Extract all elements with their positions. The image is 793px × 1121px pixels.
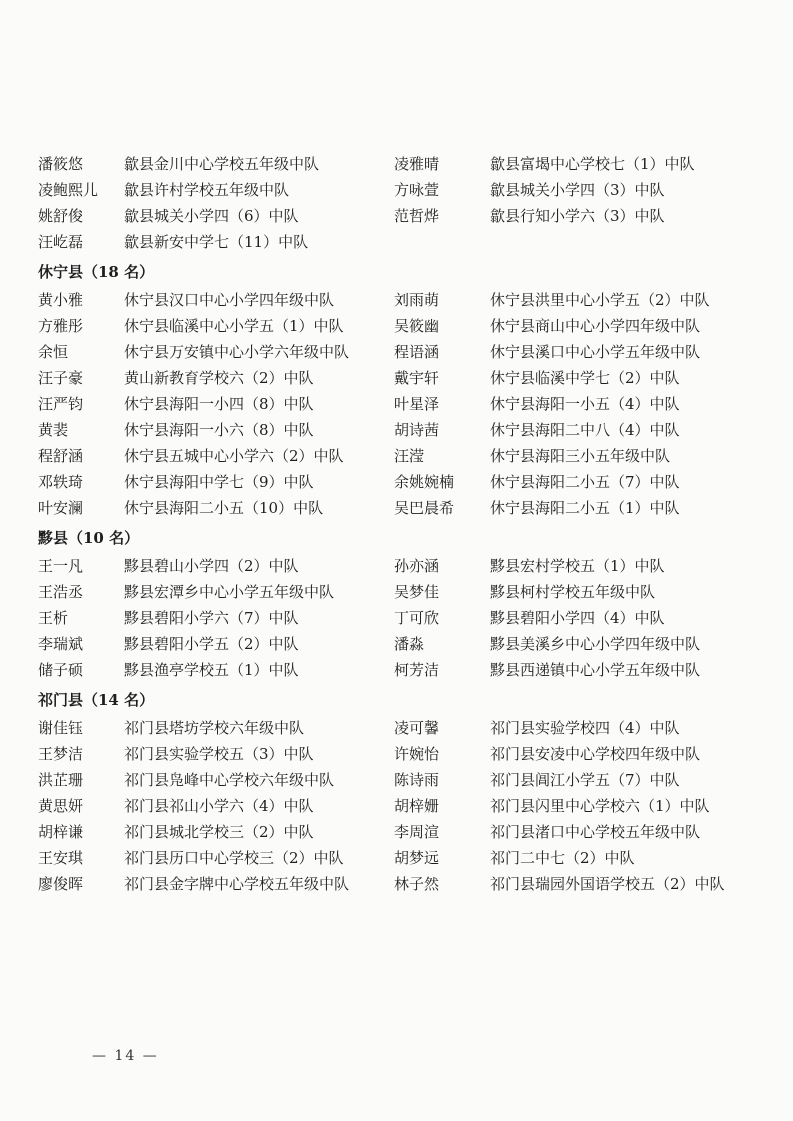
school-class: 休宁县五城中心小学六（2）中队 [124,446,344,465]
school-class: 休宁县海阳三小五年级中队 [490,446,671,465]
student-name: 王安琪 [38,848,84,867]
list-row [38,416,758,442]
school-class: 祁门县塔坊学校六年级中队 [124,718,305,737]
school-class: 歙县金川中心学校五年级中队 [124,154,320,173]
school-class: 黟县宏潭乡中心小学五年级中队 [124,582,335,601]
list-row [38,630,758,656]
student-name: 方雅彤 [38,316,84,335]
school-class: 黟县碧山小学四（2）中队 [124,556,299,575]
student-name: 胡梓姗 [394,796,440,815]
list-row [38,818,758,844]
school-class: 休宁县海阳一小四（8）中队 [124,394,314,413]
school-class: 歙县城关小学四（6）中队 [124,206,299,225]
school-class: 黟县美溪乡中心小学四年级中队 [490,634,701,653]
list-row [38,844,758,870]
student-name: 汪子豪 [38,368,84,387]
list-row [38,494,758,520]
school-class: 祁门县渚口中心学校五年级中队 [490,822,701,841]
school-class: 休宁县海阳二小五（10）中队 [124,498,324,517]
student-name: 方咏萱 [394,180,440,199]
student-name: 李周渲 [394,822,440,841]
student-name: 林子然 [394,874,440,893]
list-row [38,714,758,740]
student-name: 胡诗茜 [394,420,440,439]
student-name: 潘淼 [394,634,425,653]
student-name: 戴宇轩 [394,368,440,387]
school-class: 休宁县临溪中学七（2）中队 [490,368,680,387]
list-row [38,390,758,416]
school-class: 黟县碧阳小学六（7）中队 [124,608,299,627]
school-class: 黟县碧阳小学四（4）中队 [490,608,665,627]
school-class: 休宁县汉口中心小学四年级中队 [124,290,335,309]
student-name: 廖俊晖 [38,874,84,893]
school-class: 休宁县海阳中学七（9）中队 [124,472,314,491]
school-class: 祁门县实验学校四（4）中队 [490,718,680,737]
student-name: 许婉怡 [394,744,440,763]
school-class: 黄山新教育学校六（2）中队 [124,368,314,387]
student-name: 汪滢 [394,446,425,465]
list-row [38,604,758,630]
student-name: 陈诗雨 [394,770,440,789]
student-name: 王析 [38,608,69,627]
school-class: 休宁县海阳二小五（7）中队 [490,472,680,491]
list-row [38,552,758,578]
student-name: 王梦洁 [38,744,84,763]
student-name: 储子硕 [38,660,84,679]
list-row [38,338,758,364]
honor-list [38,150,758,896]
student-name: 叶安澜 [38,498,84,517]
school-class: 歙县城关小学四（3）中队 [490,180,665,199]
student-name: 黄小雅 [38,290,84,309]
list-row [38,364,758,390]
school-class: 祁门县祁山小学六（4）中队 [124,796,314,815]
student-name: 吴巴晨希 [394,498,455,517]
student-name: 汪屹磊 [38,232,84,251]
school-class: 祁门二中七（2）中队 [490,848,635,867]
list-row [38,740,758,766]
student-name: 刘雨萌 [394,290,440,309]
list-row [38,578,758,604]
student-name: 程舒涵 [38,446,84,465]
student-name: 凌可馨 [394,718,440,737]
school-class: 祁门县闪里中心学校六（1）中队 [490,796,710,815]
student-name: 凌雅晴 [394,154,440,173]
school-class: 歙县富堨中心学校七（1）中队 [490,154,695,173]
student-name: 黄思妍 [38,796,84,815]
school-class: 祁门县历口中心学校三（2）中队 [124,848,344,867]
school-class: 休宁县临溪中心小学五（1）中队 [124,316,344,335]
school-class: 祁门县瑞园外国语学校五（2）中队 [490,874,725,893]
list-row [38,176,758,202]
student-name: 范哲烨 [394,206,440,225]
list-row [38,792,758,818]
student-name: 潘筱悠 [38,154,84,173]
list-row [38,202,758,228]
student-name: 胡梓谦 [38,822,84,841]
student-name: 叶星泽 [394,394,440,413]
list-row [38,870,758,896]
list-row [38,468,758,494]
student-name: 王一凡 [38,556,84,575]
list-row [38,766,758,792]
school-class: 歙县许村学校五年级中队 [124,180,290,199]
student-name: 谢佳钰 [38,718,84,737]
list-row [38,312,758,338]
county-heading: 黟县（10 名） [38,528,140,547]
school-class: 黟县西递镇中心小学五年级中队 [490,660,701,679]
page-number: — 14 — [92,1048,159,1064]
county-heading: 祁门县（14 名） [38,690,155,709]
school-class: 休宁县海阳二小五（1）中队 [490,498,680,517]
student-name: 程语涵 [394,342,440,361]
student-name: 汪严钧 [38,394,84,413]
school-class: 休宁县溪口中心小学五年级中队 [490,342,701,361]
school-class: 休宁县洪里中心小学五（2）中队 [490,290,710,309]
school-class: 黟县柯村学校五年级中队 [490,582,656,601]
school-class: 休宁县海阳一小五（4）中队 [490,394,680,413]
student-name: 丁可欣 [394,608,440,627]
student-name: 洪芷珊 [38,770,84,789]
list-row [38,228,758,254]
list-row [38,656,758,682]
school-class: 歙县新安中学七（11）中队 [124,232,309,251]
list-row [38,150,758,176]
school-class: 黟县渔亭学校五（1）中队 [124,660,299,679]
student-name: 吴筱幽 [394,316,440,335]
student-name: 邓轶琦 [38,472,84,491]
school-class: 休宁县海阳一小六（8）中队 [124,420,314,439]
student-name: 黄裴 [38,420,69,439]
student-name: 余恒 [38,342,69,361]
student-name: 吴梦佳 [394,582,440,601]
student-name: 姚舒俊 [38,206,84,225]
school-class: 祁门县金字牌中心学校五年级中队 [124,874,350,893]
student-name: 柯芳洁 [394,660,440,679]
school-class: 祁门县安凌中心学校四年级中队 [490,744,701,763]
school-class: 黟县宏村学校五（1）中队 [490,556,665,575]
student-name: 胡梦远 [394,848,440,867]
school-class: 黟县碧阳小学五（2）中队 [124,634,299,653]
school-class: 祁门县阊江小学五（7）中队 [490,770,680,789]
list-row [38,442,758,468]
school-class: 休宁县万安镇中心小学六年级中队 [124,342,350,361]
school-class: 祁门县实验学校五（3）中队 [124,744,314,763]
county-heading: 休宁县（18 名） [38,262,155,281]
list-row [38,286,758,312]
student-name: 余姚婉楠 [394,472,455,491]
school-class: 歙县行知小学六（3）中队 [490,206,665,225]
school-class: 休宁县商山中心小学四年级中队 [490,316,701,335]
student-name: 李瑞斌 [38,634,84,653]
student-name: 凌鲍熙儿 [38,180,99,199]
school-class: 祁门县城北学校三（2）中队 [124,822,314,841]
school-class: 休宁县海阳二中八（4）中队 [490,420,680,439]
student-name: 王浩丞 [38,582,84,601]
school-class: 祁门县凫峰中心学校六年级中队 [124,770,335,789]
student-name: 孙亦涵 [394,556,440,575]
